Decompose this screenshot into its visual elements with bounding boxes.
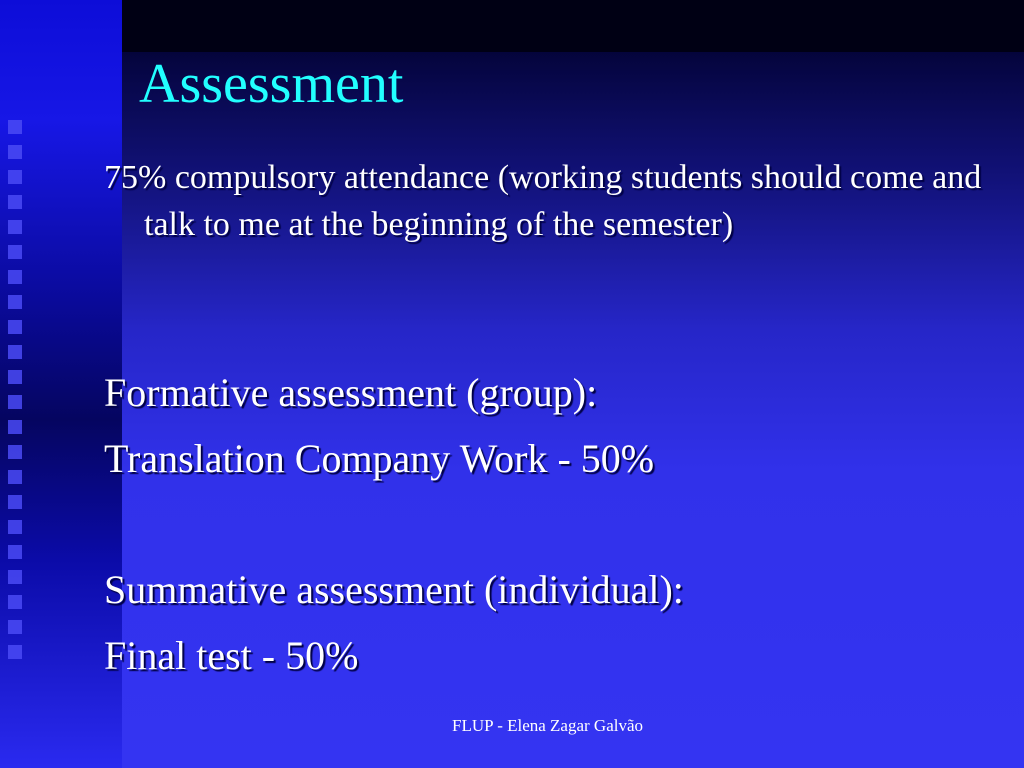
decorative-square [8,320,22,334]
decorative-square [8,170,22,184]
slide-title: Assessment [139,53,404,115]
decorative-square [8,345,22,359]
title-band [122,0,1024,52]
attendance-text: 75% compulsory attendance (working students should come and talk to me at the beginning of the semester) [104,159,982,243]
summative-item: Final test - 50% [104,633,359,678]
slide-footer: FLUP - Elena Zagar Galvão [452,716,644,735]
decorative-square [8,545,22,559]
decorative-square [8,645,22,659]
formative-section [104,360,654,492]
decorative-square [8,120,22,134]
decorative-square [8,195,22,209]
decorative-square [8,520,22,534]
decorative-square [8,445,22,459]
decorative-square [8,620,22,634]
decorative-square [8,395,22,409]
decorative-square [8,270,22,284]
decorative-square [8,570,22,584]
decorative-square [8,370,22,384]
decorative-square [8,245,22,259]
summative-heading: Summative assessment (individual): [104,567,684,612]
decorative-square [8,595,22,609]
decorative-square [8,145,22,159]
formative-heading: Formative assessment (group): [104,370,598,415]
decorative-square [8,495,22,509]
decorative-squares [8,120,24,670]
decorative-square [8,420,22,434]
formative-item: Translation Company Work - 50% [104,436,655,481]
decorative-square [8,295,22,309]
decorative-square [8,470,22,484]
summative-section [104,557,684,689]
decorative-square [8,220,22,234]
